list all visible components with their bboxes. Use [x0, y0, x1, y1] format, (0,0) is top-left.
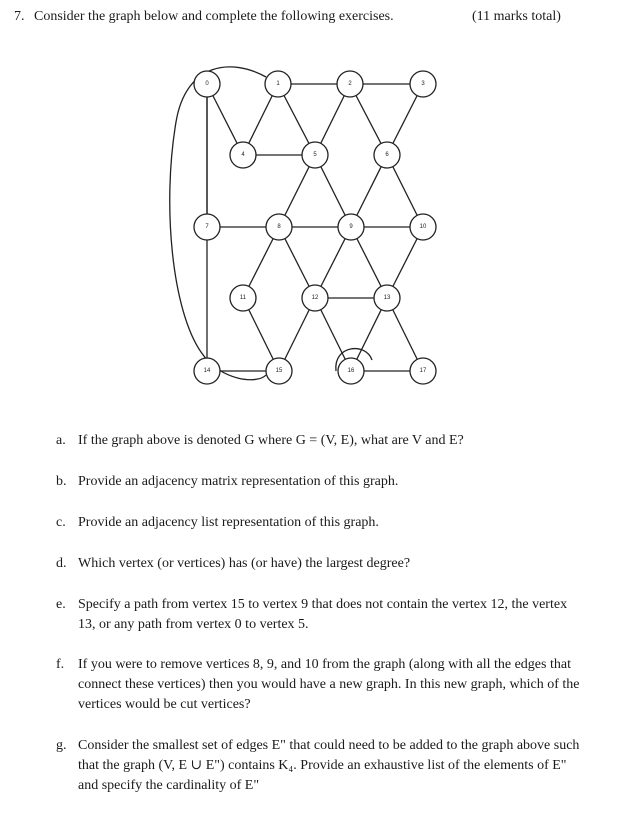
exercise-label: e. [56, 597, 66, 612]
node-label: 3 [421, 81, 425, 87]
graph-node-16 [338, 358, 364, 384]
node-label: 2 [348, 81, 352, 87]
exercise-label: g. [56, 738, 67, 753]
node-label: 17 [419, 368, 427, 374]
graph-node-17 [410, 358, 436, 384]
node-label: 6 [385, 152, 389, 158]
graph-node-15 [266, 358, 292, 384]
node-label: 11 [239, 295, 247, 301]
graph-node-10 [410, 214, 436, 240]
exercise-label: b. [56, 474, 67, 489]
graph-node-8 [266, 214, 292, 240]
exercise-label: d. [56, 556, 67, 571]
exercise-text: Provide an adjacency list representation of this graph. [78, 515, 379, 530]
exercise-label: a. [56, 433, 66, 448]
graph-node-7 [194, 214, 220, 240]
node-label: 10 [419, 224, 427, 230]
node-label: 16 [347, 368, 355, 374]
exercise-text: Consider the smallest set of edges E" that could need to be added to the graph above such that the graph (V, E ∪ E") contains K₄. Provide an exhaustive list of the elements of E" and specify the cardinality of E" [78, 738, 580, 793]
node-label: 4 [241, 152, 245, 158]
graph-node-9 [338, 214, 364, 240]
node-label: 9 [349, 224, 353, 230]
graph-node-11 [230, 285, 256, 311]
exercise-label: f. [56, 657, 65, 672]
node-label: 15 [275, 368, 283, 374]
graph-node-0 [194, 71, 220, 97]
node-label: 5 [313, 152, 317, 158]
node-label: 8 [277, 224, 281, 230]
graph-node-5 [302, 142, 328, 168]
graph-node-6 [374, 142, 400, 168]
exercise-text: Which vertex (or vertices) has (or have) the largest degree? [78, 556, 411, 571]
graph-node-13 [374, 285, 400, 311]
graph-node-2 [337, 71, 363, 97]
node-label: 13 [383, 295, 391, 301]
graph-node-12 [302, 285, 328, 311]
node-label: 14 [203, 368, 211, 374]
exercise-text: If you were to remove vertices 8, 9, and 10 from the graph (along with all the edges that connect these vertices) then you would have a new graph. In this new graph, which of the vertices would be cut vertices? [78, 657, 580, 712]
node-label: 0 [205, 81, 209, 87]
question-text: Consider the graph below and complete the following exercises. [34, 9, 394, 24]
node-label: 1 [276, 81, 280, 87]
exercise-text: Provide an adjacency matrix representation of this graph. [78, 474, 399, 489]
exercise-text: Specify a path from vertex 15 to vertex 9 that does not contain the vertex 12, the vertex 13, or any path from vertex 0 to vertex 5. [78, 597, 568, 632]
node-label: 7 [205, 224, 209, 230]
node-label: 12 [311, 295, 319, 301]
graph-node-3 [410, 71, 436, 97]
exercise-text: If the graph above is denoted G where G = (V, E), what are V and E? [78, 433, 464, 448]
question-number: 7. [14, 9, 25, 24]
graph-node-1 [265, 71, 291, 97]
graph-node-4 [230, 142, 256, 168]
exercise-label: c. [56, 515, 66, 530]
graph-node-14 [194, 358, 220, 384]
question-marks: (11 marks total) [472, 9, 561, 24]
